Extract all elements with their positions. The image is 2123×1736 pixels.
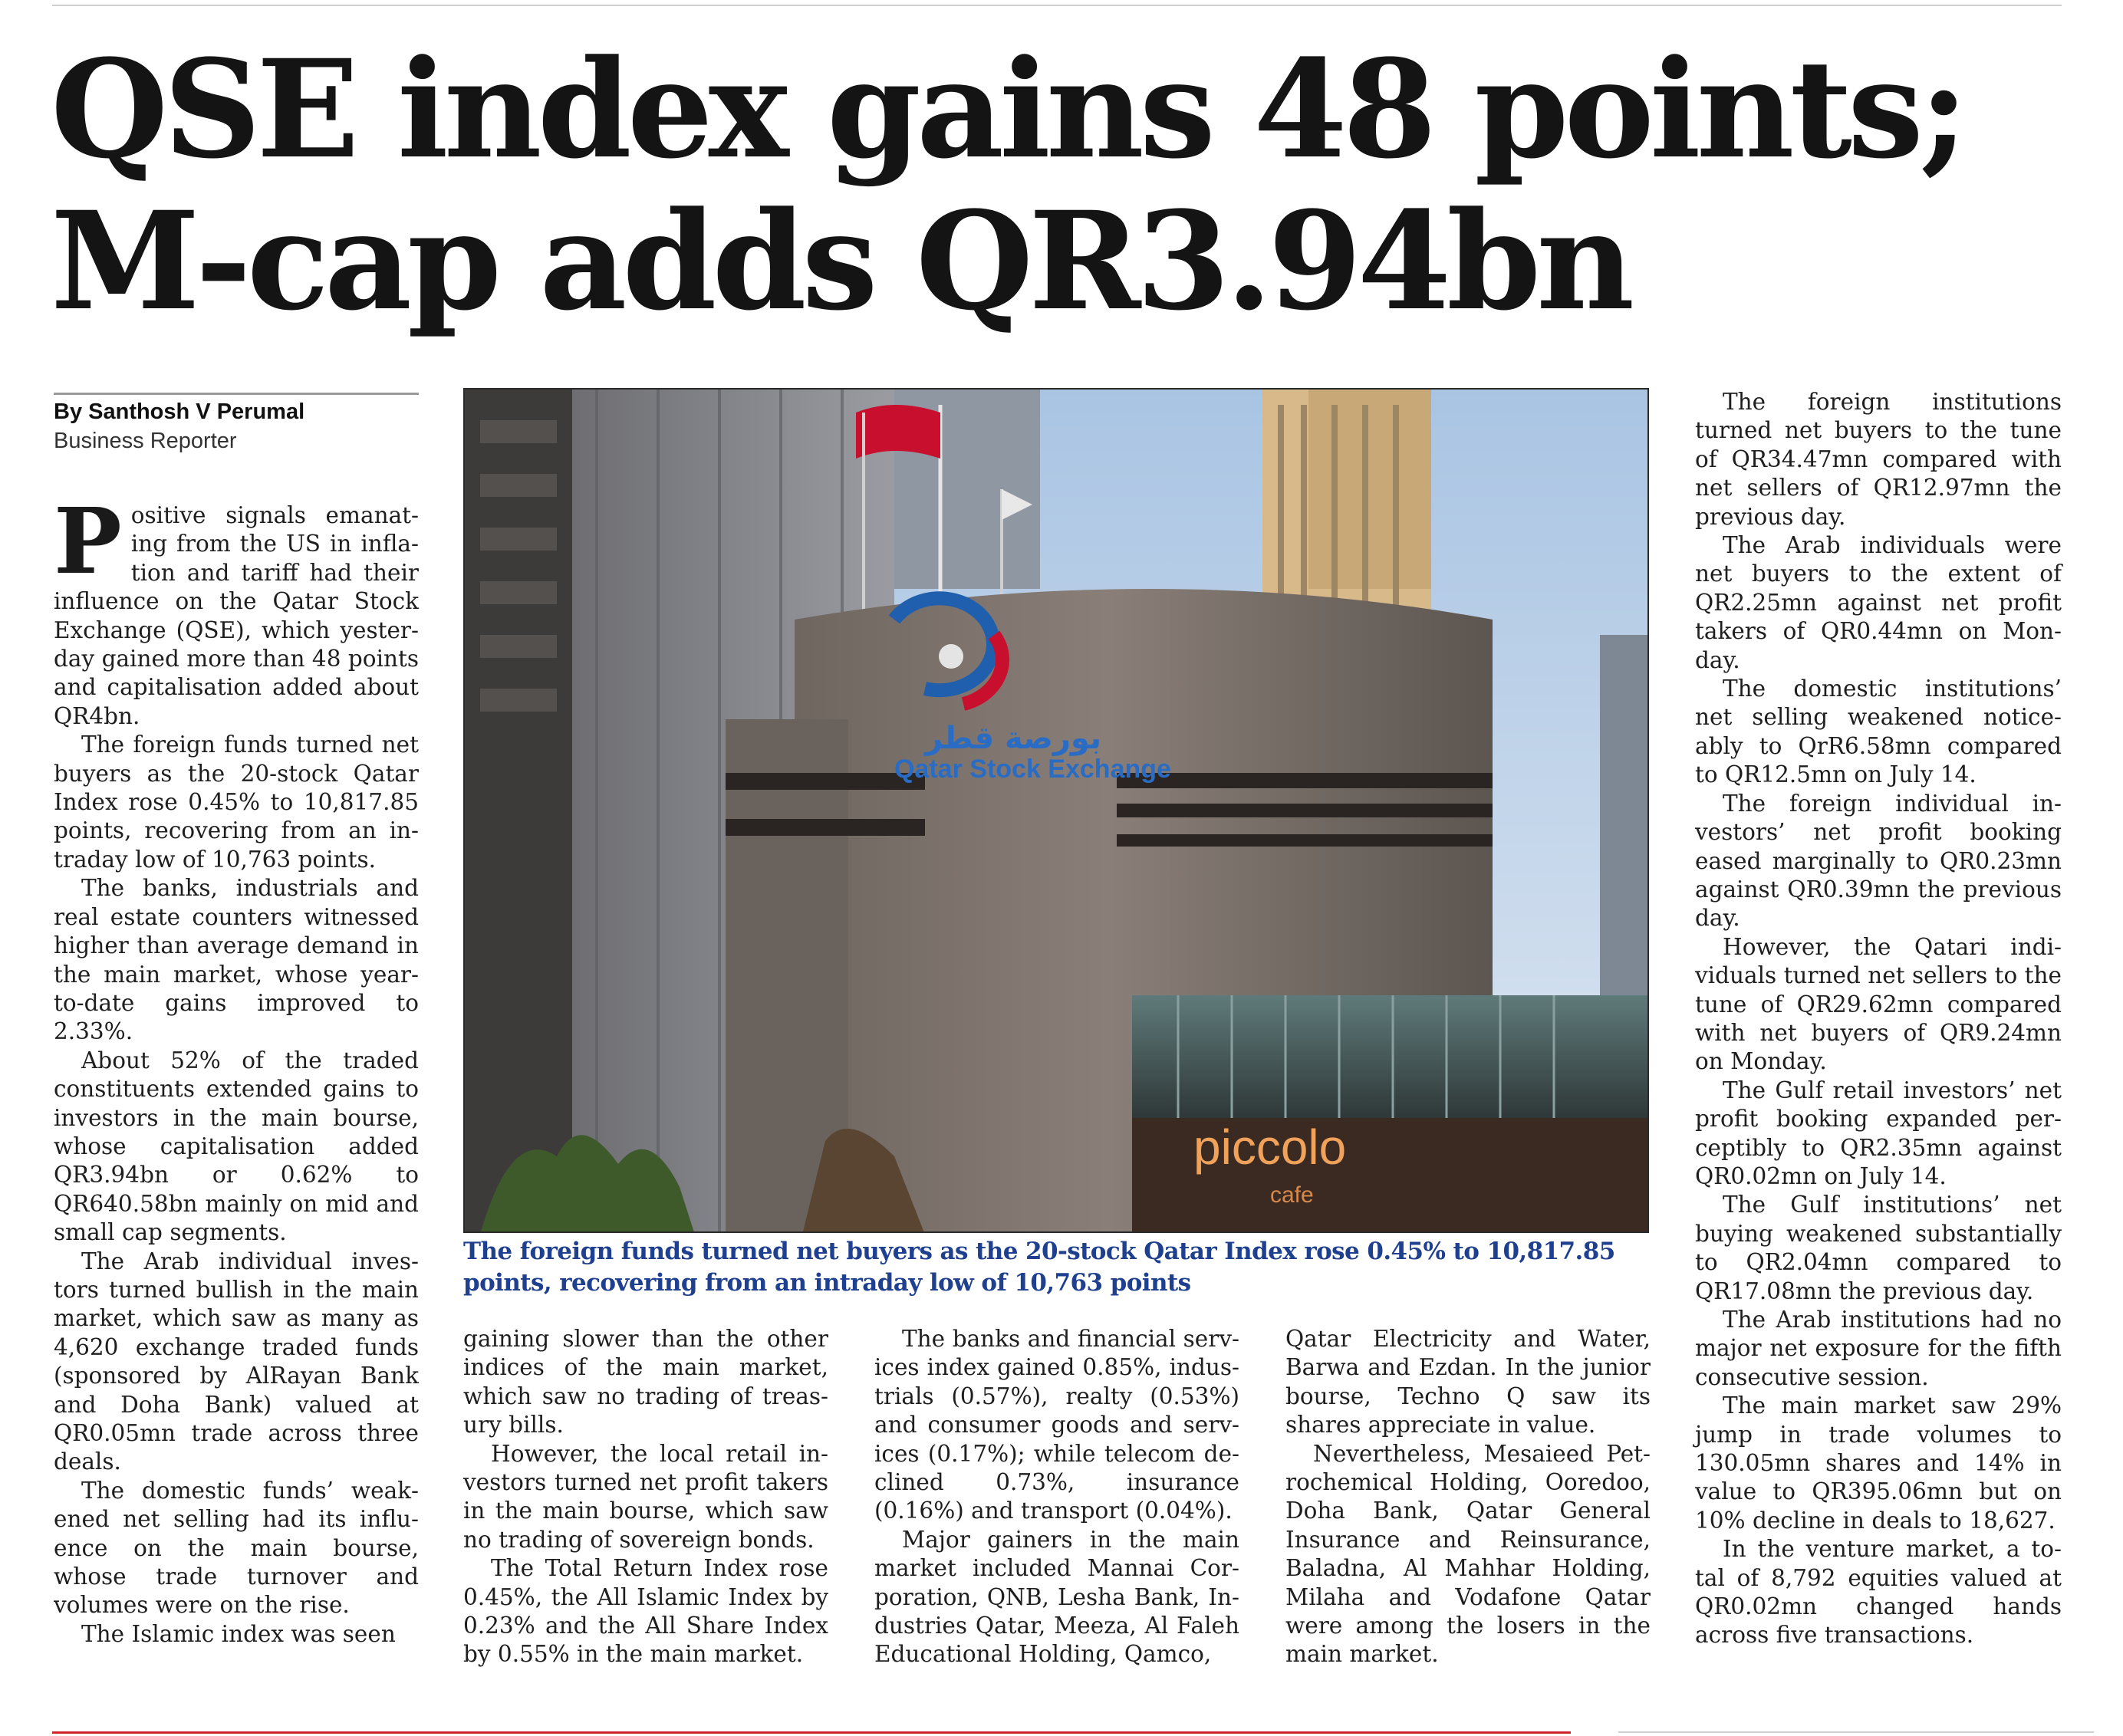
headline xyxy=(51,30,2091,340)
article-column-5 xyxy=(1695,388,2062,1650)
photo-illustration xyxy=(465,390,1649,1233)
bottom-rule-grey xyxy=(1618,1731,2094,1733)
paragraph: However, the local retail investors turned net profit takers in the main bourse, which saw no trading of sovereign bonds. xyxy=(463,1440,828,1553)
article-column-2 xyxy=(463,1325,828,1669)
photo-caption: The foreign funds turned net buyers as the 20-stock Qatar Index rose 0.45% to 10,817.85 points, recovering from an intraday low of 10,763 points xyxy=(463,1238,1615,1297)
paragraph: The foreign institutions turned net buyers to the tune of QR34.47mn compared with net sellers of QR12.97mn the previous day. xyxy=(1695,389,2062,530)
byline-rule xyxy=(54,393,419,395)
bottom-rule xyxy=(52,1731,1571,1734)
paragraph: The Gulf institutions’ net buying weakened substantially to QR2.04mn compared to QR17.08mn the previous day. xyxy=(1695,1192,2062,1304)
article-column-1 xyxy=(54,488,419,1649)
headline-line-1: QSE index gains 48 points; xyxy=(51,30,1964,189)
paragraph: The foreign individual investors’ net profit booking eased marginally to QR0.23mn against QR0.39mn the previous day. xyxy=(1695,790,2062,932)
paragraph: The domestic institutions’ net selling weakened noticeably to QrR6.58mn compared to QR12.5mn on July 14. xyxy=(1695,676,2062,788)
paragraph: The domestic funds’ weakened net selling had its influence on the main bourse, whose trade turnover and volumes were on the rise. xyxy=(54,1477,419,1619)
paragraph: The Total Return Index rose 0.45%, the All Islamic Index by 0.23% and the All Share Index by 0.55% in the main market. xyxy=(463,1555,828,1668)
paragraph: However, the Qatari individuals turned net sellers to the tune of QR29.62mn compared with net buyers of QR9.24mn on Monday. xyxy=(1695,933,2062,1075)
paragraph: Nevertheless, Mesaieed Petrochemical Holding, Ooredoo, Doha Bank, Qatar General Insurance and Reinsurance, Baladna, Al Mahhar Holding, Milaha and Vodafone Qatar were among the losers in the main market. xyxy=(1285,1440,1651,1668)
byline-author: By Santhosh V Perumal xyxy=(54,399,305,424)
article-column-3 xyxy=(874,1325,1239,1669)
photo-store-sign: piccolo xyxy=(1193,1120,1347,1175)
photo-sign-english: Qatar Stock Exchange xyxy=(894,755,1171,784)
photo-qatar-stock-exchange xyxy=(463,388,1649,1233)
paragraph: The Arab institutions had no major net exposure for the fifth consecutive session. xyxy=(1695,1307,2062,1390)
paragraph: The banks, industrials and real estate counters witnessed higher than average demand in the main market, whose year-to-date gains improved to 2.33%. xyxy=(54,875,419,1045)
drop-cap: P xyxy=(54,488,122,594)
paragraph: The banks and financial services index gained 0.85%, industrials (0.57%), realty (0.53%) and consumer goods and services (0.17%); while telecom declined 0.73%, insurance (0.16%) and transport (0.04%). xyxy=(874,1326,1239,1524)
paragraph: The Islamic index was seen xyxy=(81,1620,396,1647)
paragraph: The Arab individual investors turned bullish in the main market, which saw as many as 4,620 exchange traded funds (sponsored by AlRayan Bank and Doha Bank) valued at QR0.05mn trade across three deals. xyxy=(54,1248,419,1475)
paragraph: About 52% of the traded constituents extended gains to investors in the main bourse, whose capitalisation added QR3.94bn or 0.62% to QR640.58bn mainly on mid and small cap segments. xyxy=(54,1047,419,1246)
top-rule xyxy=(52,5,2062,6)
lead-paragraph xyxy=(54,488,419,731)
paragraph: Major gainers in the main market included Mannai Corporation, QNB, Lesha Bank, Industries Qatar, Meeza, Al Faleh Educational Holding, Qamco, xyxy=(874,1526,1239,1668)
paragraph: The foreign funds turned net buyers as the 20-stock Qatar Index rose 0.45% to 10,817.85 points, recovering from an intraday low of 10,763 points. xyxy=(54,732,419,873)
photo-store-subsign: cafe xyxy=(1270,1182,1314,1208)
paragraph: gaining slower than the other indices of the main market, which saw no trading of treasury bills. xyxy=(463,1326,828,1438)
paragraph: In the venture market, a total of 8,792 equities valued at QR0.02mn changed hands across five transactions. xyxy=(1695,1536,2062,1649)
paragraph: The Arab individuals were net buyers to the extent of QR2.25mn against net profit takers of QR0.44mn on Monday. xyxy=(1695,532,2062,673)
headline-line-2: M-cap adds QR3.94bn xyxy=(51,182,1631,340)
article-column-4 xyxy=(1285,1325,1651,1669)
paragraph: Qatar Electricity and Water, Barwa and Ezdan. In the junior bourse, Techno Q saw its shares appreciate in value. xyxy=(1285,1326,1651,1438)
paragraph: The Gulf retail investors’ net profit booking expanded perceptibly to QR2.35mn against QR0.02mn on July 14. xyxy=(1695,1077,2062,1189)
byline xyxy=(54,397,422,455)
photo-sign-arabic: بورصة قطر xyxy=(925,721,1101,756)
byline-role: Business Reporter xyxy=(54,429,237,453)
lead-text: ositive signals emanating from the US in inflation and tariff had their influence on the Qatar Stock Exchange (QSE), which yesterday gained more than 48 points and capitalisation added about QR4bn. xyxy=(54,502,419,729)
paragraph: The main market saw 29% jump in trade volumes to 130.05mn shares and 14% in value to QR395.06mn but on 10% decline in deals to 18,627. xyxy=(1695,1392,2062,1534)
